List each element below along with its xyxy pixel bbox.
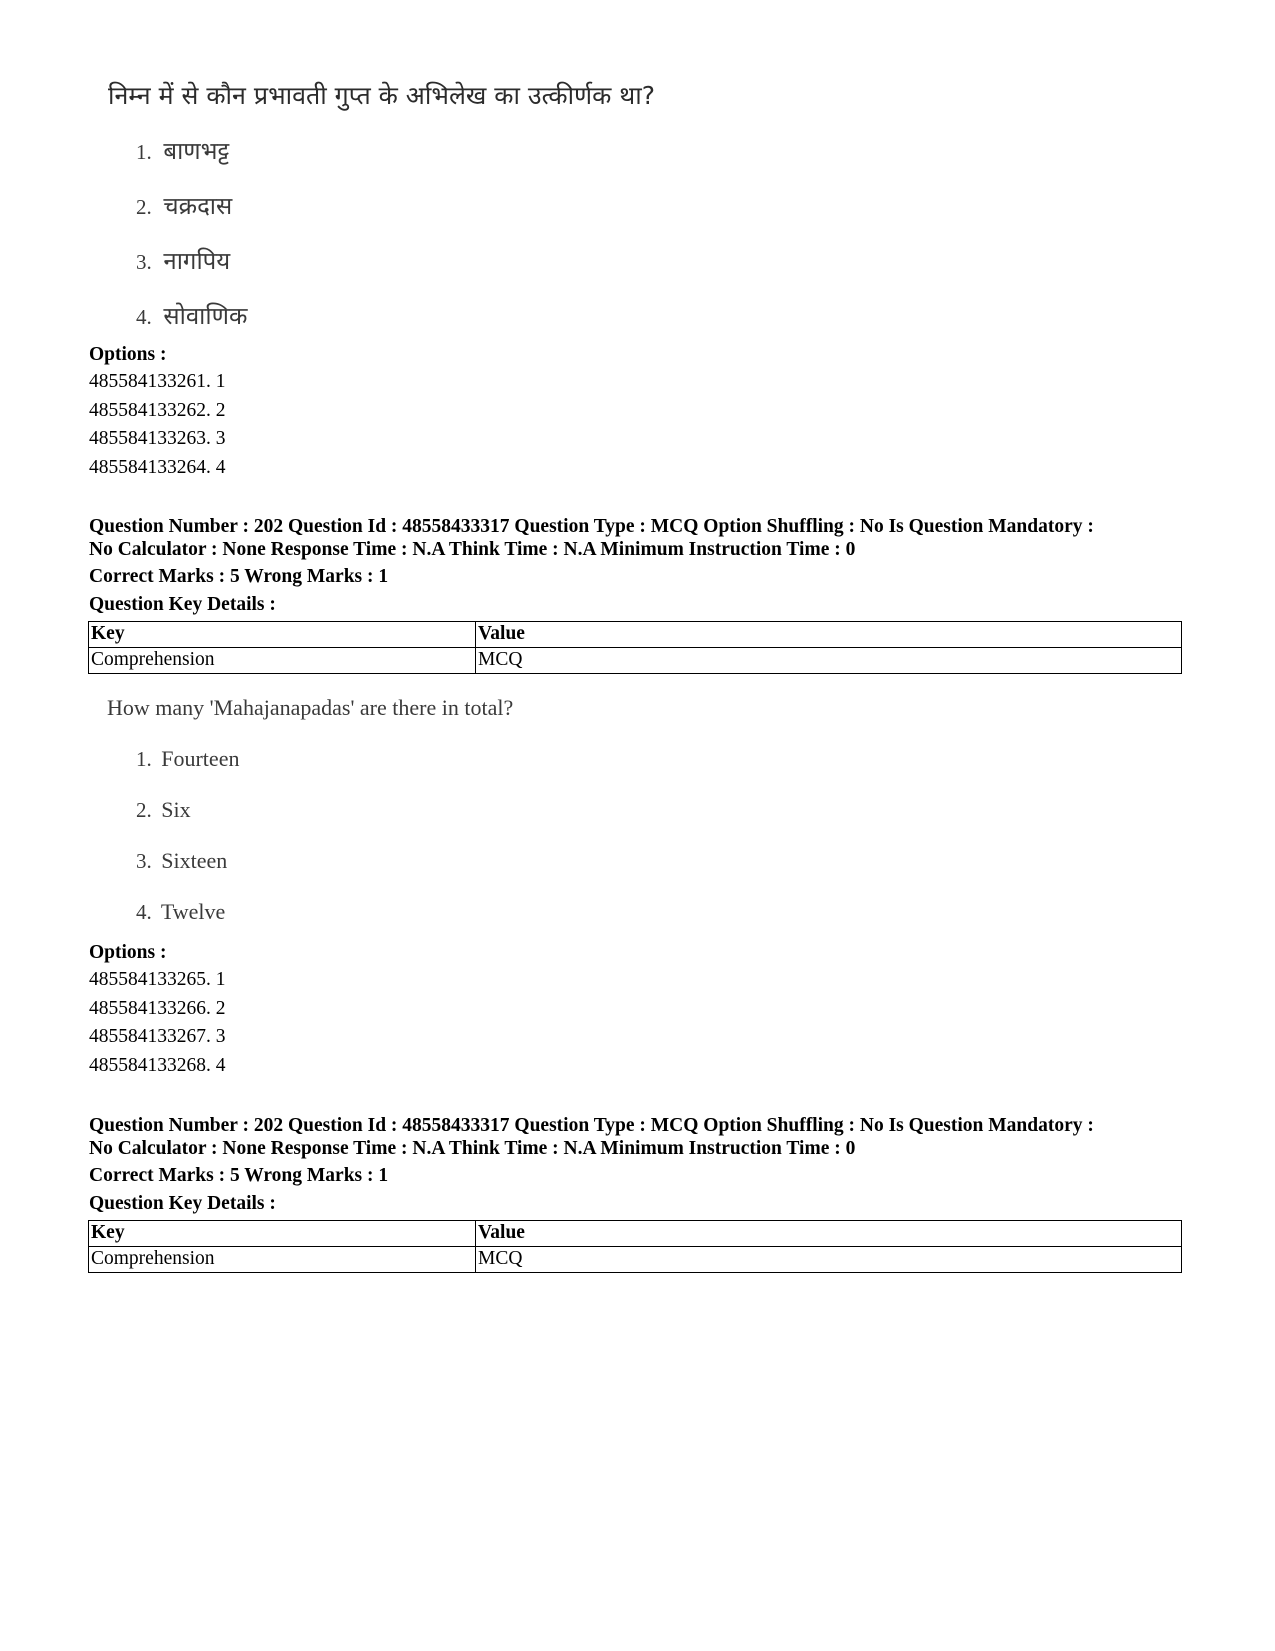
option-line: 485584133263. 3 (89, 428, 226, 449)
choice-text: Sixteen (161, 848, 228, 873)
options-label: Options : (89, 942, 167, 963)
table-header-key: Key (89, 622, 476, 648)
choice-text: Twelve (160, 899, 226, 924)
option-line: 485584133267. 3 (89, 1026, 226, 1047)
choice-number: 1. (136, 747, 152, 771)
question-meta-line: Question Number : 202 Question Id : 48558433317 Question Type : MCQ Option Shuffling : No Is Question Mandatory : (89, 516, 1094, 537)
question-text-english: How many 'Mahajanapadas' are there in total? (107, 695, 514, 720)
choice-number: 4. (136, 900, 152, 924)
key-details-label: Question Key Details : (89, 1193, 276, 1214)
choice-number: 3. (136, 250, 152, 274)
option-line: 485584133264. 4 (89, 456, 226, 478)
table-cell-key: Comprehension (89, 1247, 476, 1273)
choice-number: 2. (136, 195, 152, 219)
choice-item (136, 797, 191, 823)
option-line: 485584133266. 2 (89, 997, 226, 1019)
key-details-table (88, 621, 1182, 674)
options-label: Options : (89, 344, 167, 365)
choice-item (136, 899, 225, 925)
option-line: 485584133262. 2 (89, 399, 226, 421)
table-header-key: Key (89, 1221, 476, 1247)
question-meta-line: Question Number : 202 Question Id : 48558433317 Question Type : MCQ Option Shuffling : No Is Question Mandatory : (89, 1115, 1094, 1136)
table-cell-value: MCQ (476, 1247, 1182, 1273)
choice-item (136, 134, 229, 167)
marks-line: Correct Marks : 5 Wrong Marks : 1 (89, 1165, 389, 1186)
question-text-hindi: निम्न में से कौन प्रभावती गुप्त के अभिलेख का उत्कीर्णक था? (108, 81, 655, 110)
table-row (89, 648, 1182, 674)
options-list (89, 966, 226, 1080)
choice-number: 4. (136, 305, 152, 329)
choice-number: 3. (136, 849, 152, 873)
choice-text: सोवाणिक (163, 302, 248, 330)
choice-number: 1. (136, 140, 152, 164)
question-meta-line: No Calculator : None Response Time : N.A Think Time : N.A Minimum Instruction Time : 0 (89, 1138, 856, 1159)
choice-item (136, 848, 227, 874)
marks-line: Correct Marks : 5 Wrong Marks : 1 (89, 566, 389, 587)
choice-item (136, 299, 247, 332)
key-details-label: Question Key Details : (89, 594, 276, 615)
choice-text: Fourteen (161, 746, 240, 771)
option-line: 485584133265. 1 (89, 969, 226, 990)
table-header-value: Value (476, 622, 1182, 648)
key-details-table (88, 1220, 1182, 1273)
choice-item (136, 746, 239, 772)
option-line: 485584133261. 1 (89, 371, 226, 392)
choice-text: बाणभट्ट (163, 137, 230, 165)
choice-item (136, 189, 232, 222)
table-row (89, 1247, 1182, 1273)
choice-text: Six (161, 797, 191, 822)
table-cell-key: Comprehension (89, 648, 476, 674)
choice-text: नागपिय (163, 247, 231, 275)
table-header-row (89, 622, 1182, 648)
table-cell-value: MCQ (476, 648, 1182, 674)
table-header-value: Value (476, 1221, 1182, 1247)
question-meta-line: No Calculator : None Response Time : N.A Think Time : N.A Minimum Instruction Time : 0 (89, 539, 856, 560)
option-line: 485584133268. 4 (89, 1054, 226, 1076)
choice-text: चक्रदास (163, 192, 233, 220)
choice-number: 2. (136, 798, 152, 822)
options-list (89, 368, 226, 482)
table-header-row (89, 1221, 1182, 1247)
choice-item (136, 244, 230, 277)
